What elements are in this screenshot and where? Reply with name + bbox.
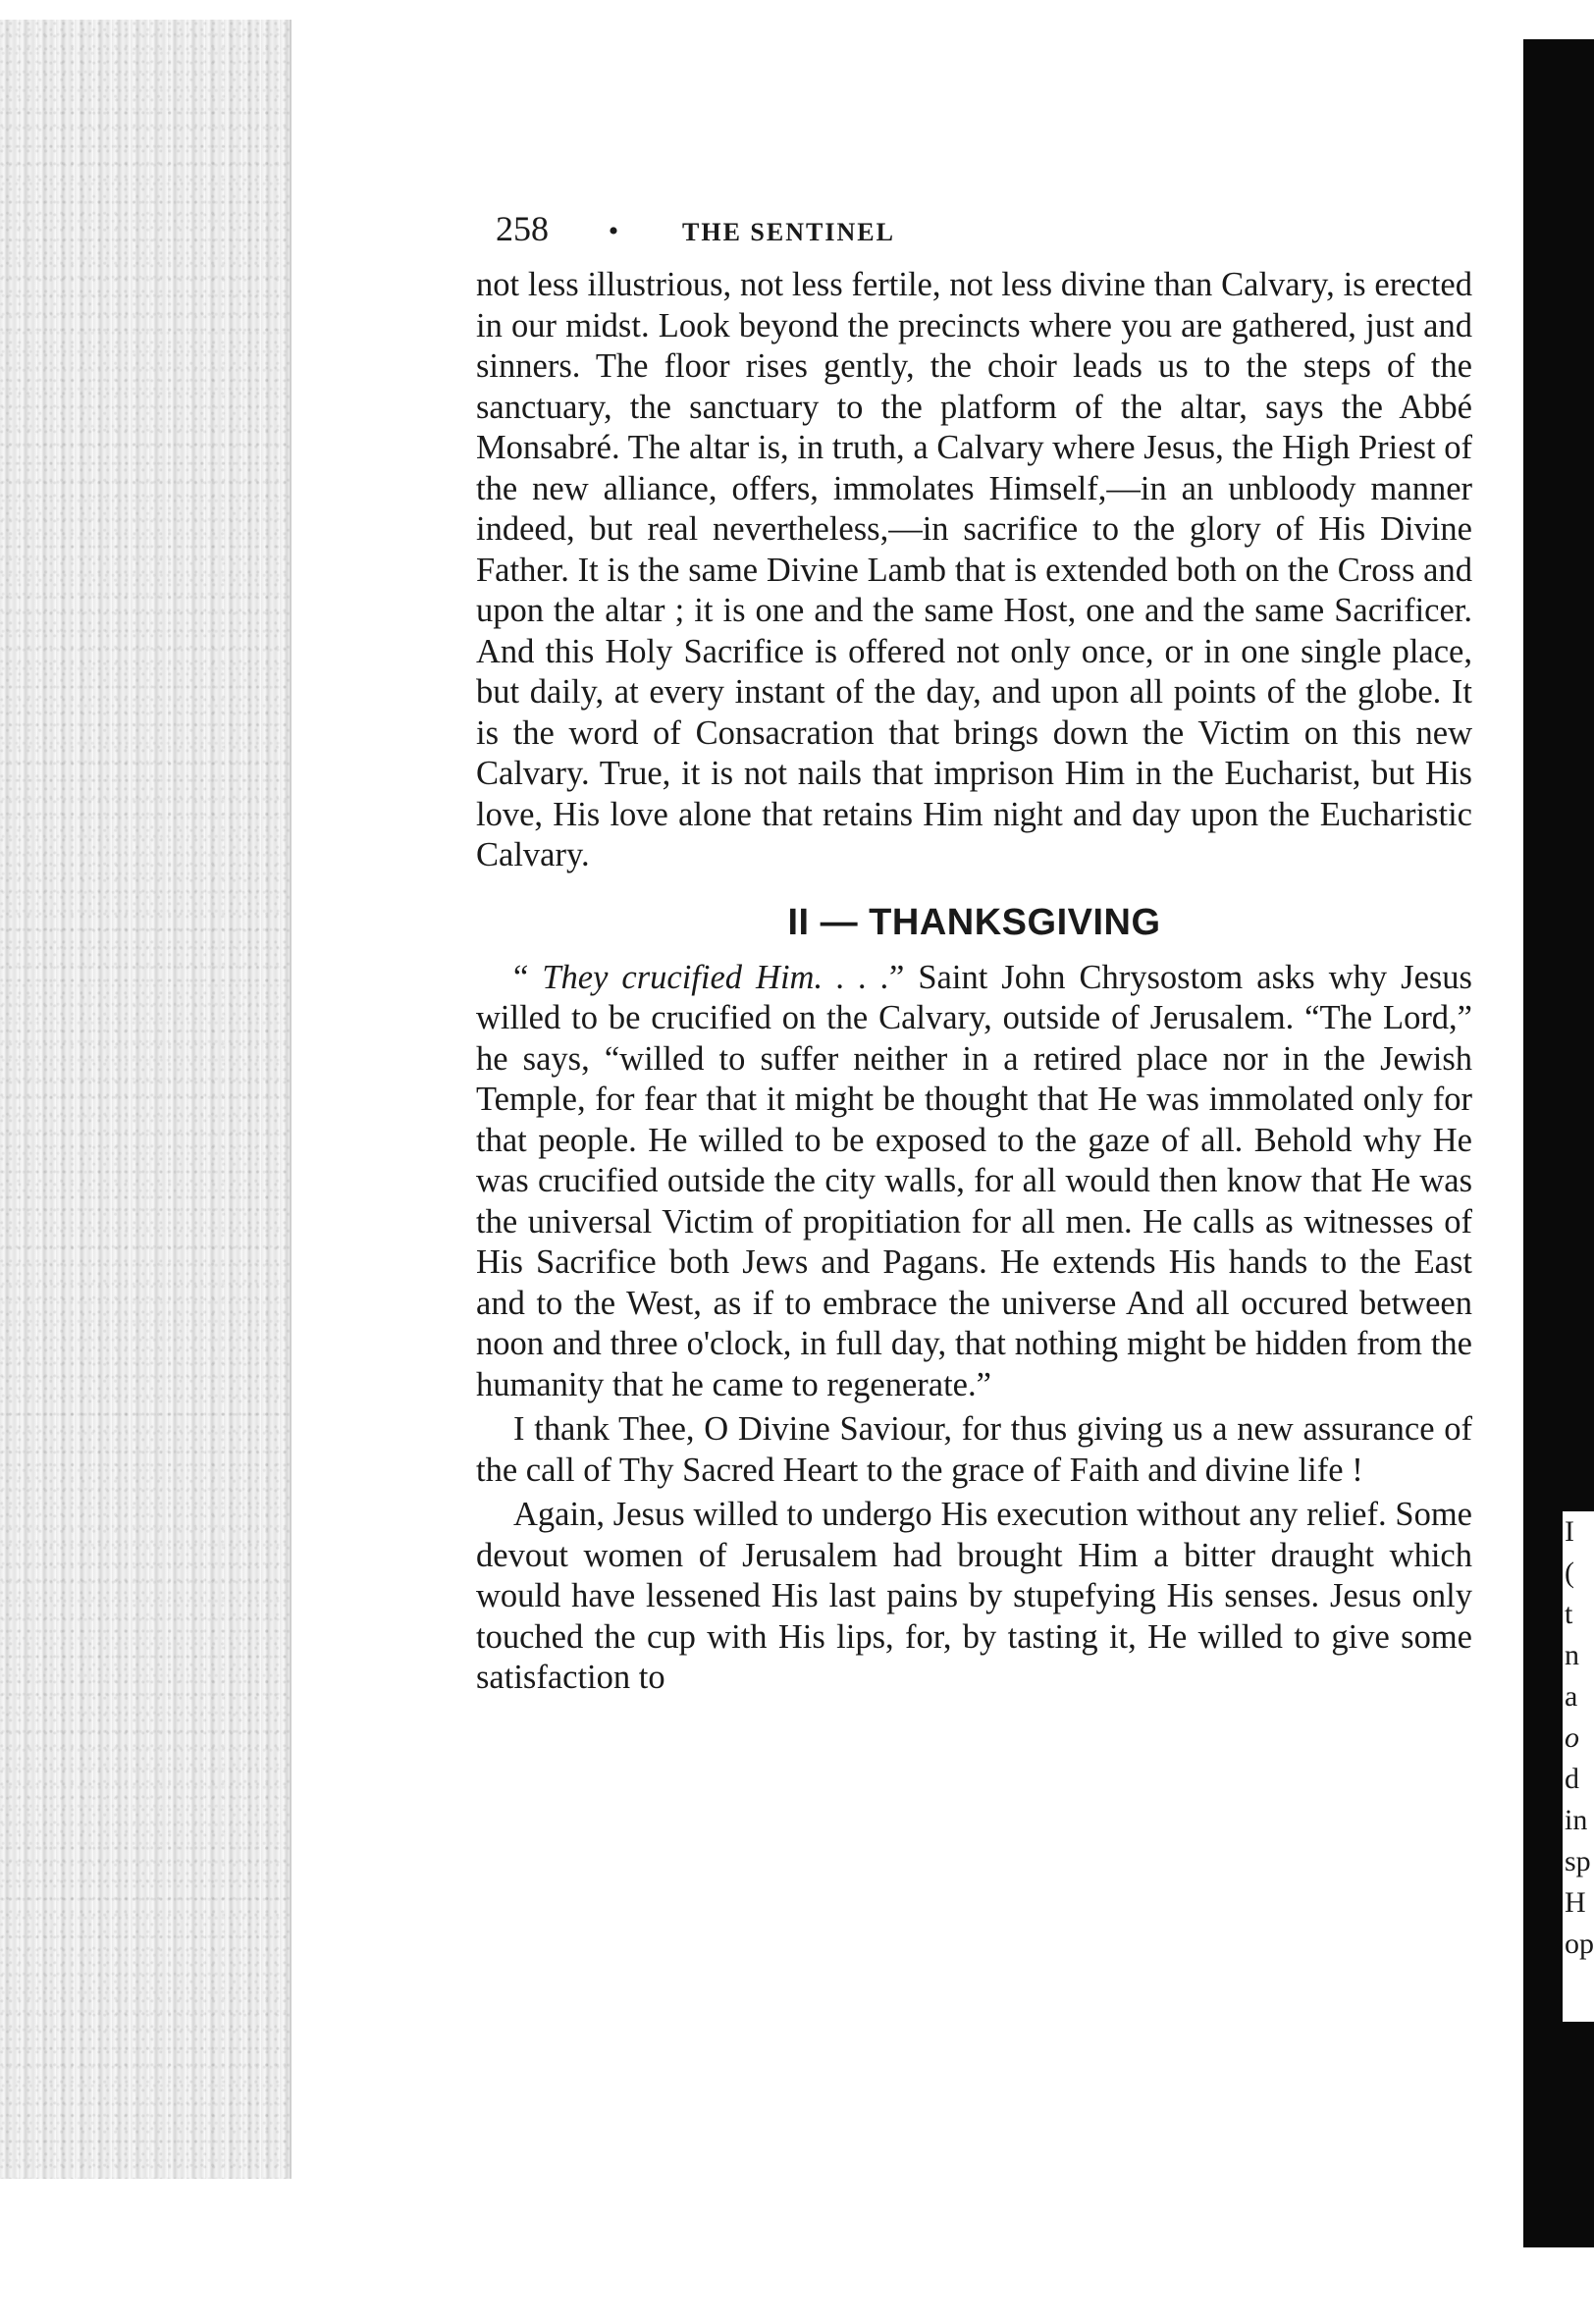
body-paragraph: Again, Jesus willed to undergo His execution without any relief. Some devout women of Jerusalem had brought Him a bitter draught which would have lessened His last pains by stupefying His senses. Jesus only touched the cup with His lips, for, by tasting it, He willed to give some satisfaction to (476, 1496, 1472, 1696)
body-paragraph: not less illustrious, not less fertile, not less divine than Calvary, is erected in our midst. Look beyond the precincts where you are gathered, just and sinners. The floor rises gently, the choir leads us to the steps of the sanctuary, the sanctuary to the platform of the altar, says the Abbé Monsabré. The altar is, in truth, a Calvary where Jesus, the High Priest of the new alliance, offers, immolates Himself,—in an unbloody manner indeed, but real nevertheless,—in sacrifice to the glory of His Divine Father. It is the same Divine Lamb that is extended both on the Cross and upon the altar ; it is one and the same Host, one and the same Sacrificer. And this Holy Sacrifice is offered not only once, or in one single place, but daily, at every instant of the day, and upon all points of the globe. It is the word of Consacration that brings down the Victim on this new Calvary. True, it is not nails that imprison Him in the Eucharist, but His love, His love alone that retains Him night and day upon the Eucharistic Calvary. (476, 266, 1472, 873)
journal-title: THE SENTINEL (682, 218, 895, 246)
scripture-quote: They crucified Him. . . . (542, 958, 890, 996)
section-heading: II — THANKSGIVING (787, 901, 1161, 943)
header-bullet: • (608, 215, 619, 247)
facing-page-line: a (1565, 1680, 1578, 1713)
quote-open: “ (513, 958, 543, 996)
facing-page-line: in (1565, 1804, 1588, 1836)
facing-page-line: sp (1565, 1845, 1591, 1877)
facing-page-line: t (1565, 1598, 1573, 1630)
facing-page-line: n (1565, 1639, 1579, 1671)
facing-page-line: ( (1565, 1557, 1574, 1589)
facing-page-line: o (1565, 1721, 1579, 1754)
facing-page-fragment (1563, 1511, 1594, 2022)
page-number: 258 (496, 209, 549, 248)
body-paragraph (476, 958, 1472, 1406)
book-page-edges (0, 20, 292, 2179)
running-head (476, 208, 1472, 263)
page-text-block (476, 208, 1472, 1699)
facing-page-line: H (1565, 1886, 1586, 1919)
body-paragraph: I thank Thee, O Divine Saviour, for thus giving us a new assurance of the call of Thy Sacred Heart to the grace of Faith and divine life ! (476, 1410, 1472, 1489)
facing-page-line: op (1565, 1928, 1594, 1960)
facing-page-line: I (1565, 1515, 1574, 1548)
facing-page-line: d (1565, 1763, 1579, 1795)
paragraph-text: ” Saint John Chrysostom asks why Jesus willed to be crucified on the Calvary, outside of Jerusalem. “The Lord,” he says, “willed to suffer neither in a retired place nor in the Jewish Temple, for fear that it might be thought that He was immolated only for that people. He willed to be exposed to the gaze of all. Behold why He was crucified outside the city walls, for all would then know that He was the universal Victim of propitiation for all men. He calls as witnesses of His Sacrifice both Jews and Pagans. He extends His hands to the East and to the West, as if to embrace the universe And all occured between noon and three o'clock, in full day, that nothing might be hidden from the humanity that he came to regenerate.” (476, 958, 1472, 1403)
